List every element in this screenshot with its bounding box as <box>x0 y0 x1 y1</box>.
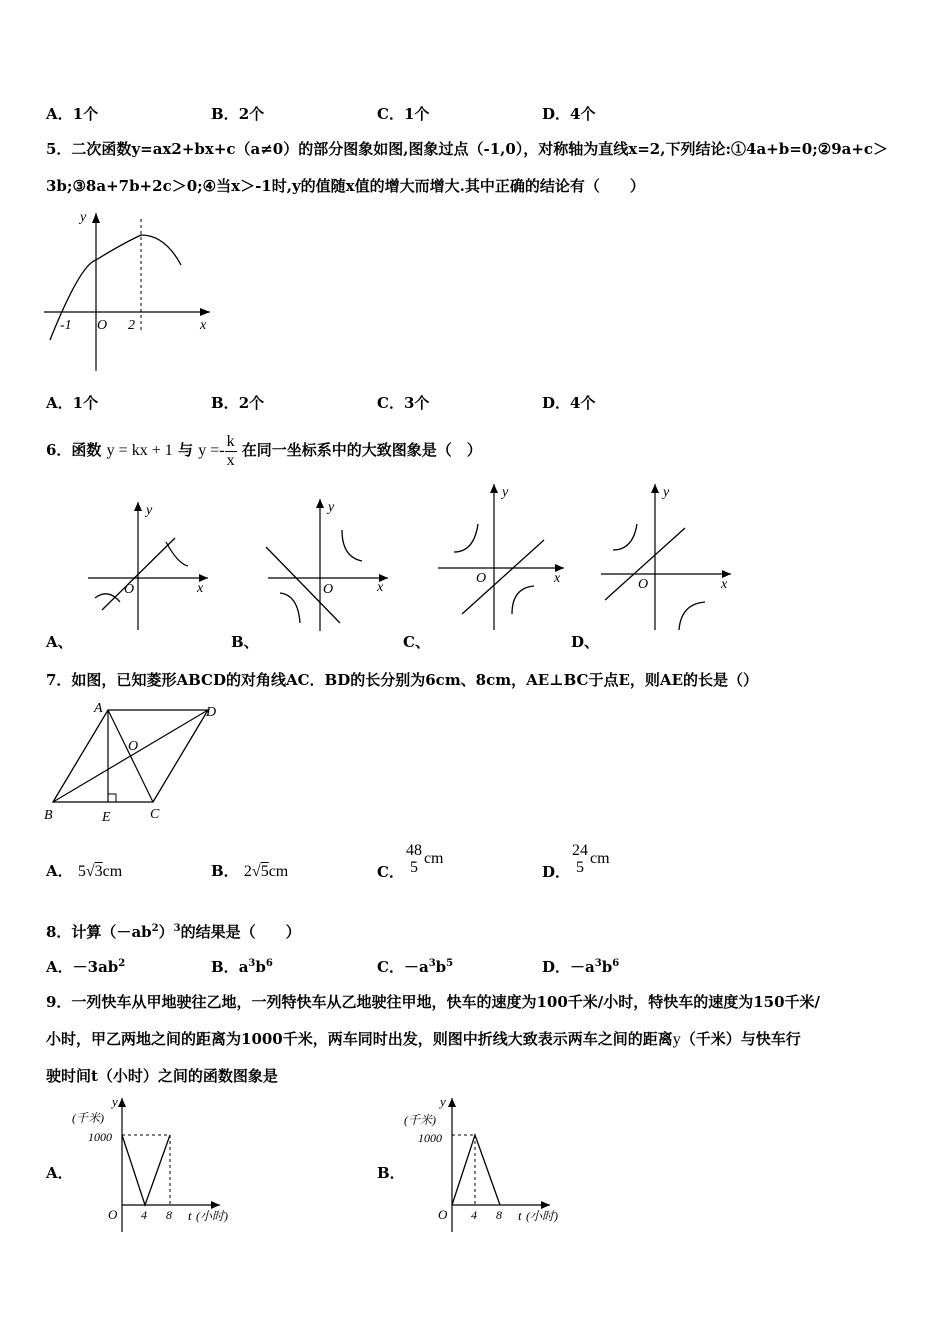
q6-label-c: C、 <box>403 633 430 651</box>
q5-option-d: D．4个 <box>542 394 596 412</box>
svg-text:O: O <box>638 577 649 592</box>
q9-stem-line2: 小时，甲乙两地之间的距离为1000千米，两车同时出发，则图中折线大致表示两车之间的距离y（千米）与快车行 <box>46 1030 801 1048</box>
q5-option-a: A．1个 <box>46 394 99 412</box>
q7-option-a: A． 5√3cm <box>46 862 123 880</box>
svg-text:O: O <box>124 582 135 597</box>
q5-option-c: C．3个 <box>377 394 430 412</box>
svg-text:O: O <box>476 571 487 586</box>
q7-rhombus-figure <box>40 698 230 826</box>
svg-text:O: O <box>438 1207 448 1222</box>
q9-graph-a <box>70 1092 250 1237</box>
q5-axis-y-label: y <box>80 210 87 225</box>
q5-option-b: B．2个 <box>211 394 265 412</box>
q6-label-b: B、 <box>231 633 259 651</box>
q5-origin-label: O <box>97 318 108 333</box>
svg-text:4: 4 <box>141 1208 147 1222</box>
q6-function-1: y = kx + 1 <box>106 442 173 459</box>
q6-graph-d <box>597 480 737 633</box>
q6-stem: 6．函数 y = kx + 1 与 y =- $\frac{k}{x}$ 在同一坐标系中的大致图象是（ ） <box>46 432 482 469</box>
q5-tick-minus1: -1 <box>60 318 72 333</box>
svg-text:O: O <box>323 582 334 597</box>
svg-text:(小时): (小时) <box>526 1209 558 1223</box>
q6-graph-a <box>80 498 215 633</box>
q4-option-c: C．1个 <box>377 105 430 123</box>
q9-option-a: A． <box>46 1164 73 1182</box>
q7-label-c: C <box>150 807 160 822</box>
q9-graph-b <box>400 1092 580 1237</box>
svg-text:1000: 1000 <box>418 1131 442 1145</box>
q5-stem-line1: 5．二次函数y=ax2+bx+c（a≠0）的部分图象如图,图象过点（-1,0），对称轴为直线x=2,下列结论:①4a+b=0;②9a+c＞ <box>46 140 889 158</box>
q6-graph-c <box>432 480 572 633</box>
svg-text:y: y <box>146 503 153 518</box>
q5-axis-x-label: x <box>200 318 207 333</box>
q9-stem-line1: 9．一列快车从甲地驶往乙地，一列特快车从乙地驶往甲地，快车的速度为100千米/小时，特快车的速度为150千米/ <box>46 993 821 1011</box>
q5-tick-2: 2 <box>128 318 135 333</box>
q4-option-d: D．4个 <box>542 105 596 123</box>
svg-text:y: y <box>112 1094 118 1109</box>
q5-stem-line2: 3b;③8a+7b+2c＞0;④当x＞-1时,y的值随x值的增大而增大.其中正确的结论有（ ） <box>46 177 645 195</box>
q8-stem: 8．计算$(-ab^2)^3$的结果是（ ） <box>46 923 301 941</box>
q6-graph-b <box>260 495 395 633</box>
q7-option-b: B． 2√5cm <box>211 862 289 880</box>
q7-option-c: C． 48 5 cm <box>377 842 444 881</box>
q6-label-a: A、 <box>46 633 73 651</box>
svg-text:(千米): (千米) <box>72 1111 104 1125</box>
svg-text:x: x <box>377 580 384 595</box>
svg-text:8: 8 <box>166 1208 172 1222</box>
svg-text:(千米): (千米) <box>404 1113 436 1127</box>
q7-label-a: A <box>94 701 103 716</box>
q9-option-b: B． <box>377 1164 405 1182</box>
q4-option-a: A．1个 <box>46 105 99 123</box>
q7-label-o: O <box>128 739 139 754</box>
q6-fraction: $\frac{k}{x}$ <box>226 432 235 469</box>
svg-text:y: y <box>663 485 670 500</box>
svg-text:y: y <box>502 485 509 500</box>
q6-label-d: D、 <box>571 633 600 651</box>
q8-option-d: D．$-a^3b^6$ <box>542 958 620 976</box>
q7-option-d: D． 24 5 cm <box>542 842 610 881</box>
svg-text:x: x <box>197 581 204 596</box>
svg-text:1000: 1000 <box>88 1130 112 1144</box>
q8-option-a: A．$-3ab^2$ <box>46 958 126 976</box>
svg-text:(小时): (小时) <box>196 1209 228 1223</box>
q7-label-e: E <box>102 810 111 825</box>
q7-label-b: B <box>44 808 53 823</box>
svg-text:t: t <box>518 1208 522 1223</box>
svg-text:8: 8 <box>496 1208 502 1222</box>
q7-label-d: D <box>206 705 217 720</box>
q4-option-b: B．2个 <box>211 105 265 123</box>
svg-text:4: 4 <box>471 1208 477 1222</box>
svg-text:x: x <box>554 571 561 586</box>
q8-option-c: C．$-a^3b^5$ <box>377 958 454 976</box>
q9-stem-line3: 驶时间t（小时）之间的函数图象是 <box>46 1067 278 1085</box>
q8-option-b: B．$a^3b^6$ <box>211 958 273 976</box>
svg-text:y: y <box>328 500 335 515</box>
svg-text:y: y <box>440 1094 446 1109</box>
svg-text:x: x <box>721 577 728 592</box>
q7-stem: 7．如图，已知菱形ABCD的对角线AC．BD的长分别为6cm、8cm，AE⊥BC于点E，则AE的长是（） <box>46 671 758 689</box>
svg-text:t: t <box>188 1208 192 1223</box>
svg-text:O: O <box>108 1207 118 1222</box>
q5-parabola-graph <box>40 205 220 375</box>
